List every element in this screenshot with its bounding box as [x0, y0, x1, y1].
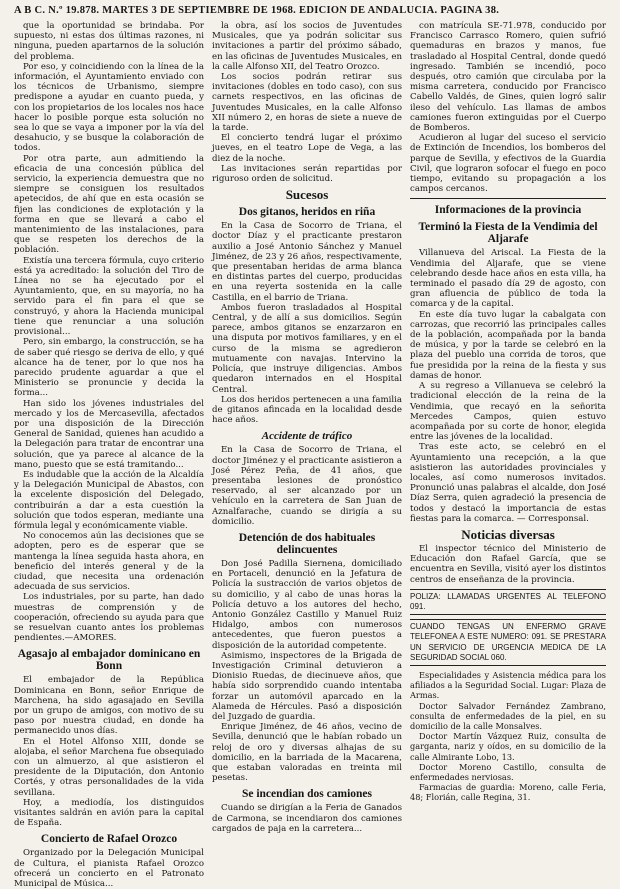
article-paragraph: Las invitaciones serán repartidas por riguroso orden de solicitud. — [212, 163, 402, 185]
headline-vendimia: Terminó la Fiesta de la Vendimia del Aljarafe — [418, 221, 598, 246]
article-paragraph: Asimismo, inspectores de la Brigada de Investigación Criminal detuvieron a Dionisio Ruedas, de diecinueve años, que había sido sorprendido cuando intentaba forzar un automóvil aparcado en la Alameda de Hércules. Pasó a disposición del Juzgado de guardia. — [212, 650, 402, 722]
article-paragraph: El embajador de la República Dominicana en Bonn, señor Enrique de Marchena, ha sido agasajado en Sevilla por un grupo de amigos, con motivo de su paso por nuestra ciudad, en donde ha permanecido unos días. — [14, 675, 204, 737]
notice-box — [410, 589, 606, 615]
headline-gitanos: Dos gitanos, heridos en riña — [238, 206, 376, 219]
article-paragraph: Tras este acto, se celebró en el Ayuntamiento una recepción, a la que asistieron las autoridades provinciales y locales, así como numerosos invitados. Pronunció unas palabras el alcalde, don José Díaz Serra, quien agradeció la presencia de todos y destacó la importancia de estas fiestas para la comarca. — Corresponsal. — [410, 442, 606, 524]
article-paragraph: Han sido los jóvenes industriales del mercado y los de Mercasevilla, afectados por una disposición de la Dirección General de Sanidad, quienes han acudido a la Delegación para tratar de encontrar una solución, que ya parece al alcance de la mano, puesto que se está tramitando... — [14, 398, 204, 470]
article-paragraph: Cuando se dirigían a la Feria de Ganados de Carmona, se incendiaron dos camiones cargados de paja en la carretera... — [212, 803, 402, 834]
article-paragraph: Pero, sin embargo, la construcción, se ha de saber qué riesgo se deriva de ello, y qué alcance ha de tener, por lo que nos ha parecido prudente aguardar a que el Ministerio se pronuncie y decida la forma... — [14, 337, 204, 399]
column-2 — [212, 21, 402, 834]
article-paragraph: Los socios podrán retirar sus invitaciones (dobles en todo caso), con sus carnets respectivos, en las oficinas de Juventudes Musicales, en la calle Alfonso XII número 2, en horas de siete a nueve de la tarde. — [212, 72, 402, 134]
article-paragraph: El concierto tendrá lugar el próximo jueves, en el teatro Lope de Vega, a las diez de la noche. — [212, 133, 402, 164]
notice-box — [410, 619, 606, 666]
article-paragraph: que la oportunidad se brindaba. Por supuesto, ni estas dos últimas razones, ni ninguna, pueden apartarnos de la solución del problema. — [14, 21, 204, 62]
article-paragraph: No conocemos aún las decisiones que se adopten, pero es de esperar que se mantenga la línea seguida hasta ahora, en beneficio del interés general y de la ciudad, que necesita una ordenación adecuada de sus servicios. — [14, 531, 204, 593]
headline-camiones: Se incendian dos camiones — [241, 788, 373, 801]
headline-concierto: Concierto de Rafael Orozco — [40, 833, 178, 846]
article-paragraph: En este día tuvo lugar la cabalgata con carrozas, que recorrió las principales calles de la población, acompañada por la banda de música, y por la tarde se celebró en la plaza del pueblo una corrida de toros, que fue presidida por la reina de la fiesta y sus damas de honor. — [410, 309, 606, 381]
column-1 — [14, 21, 204, 889]
section-title-noticias: Noticias diversas — [461, 526, 555, 542]
article-paragraph: Doctor Salvador Fernández Zambrano, consulta de enfermedades de la piel, en su domicilio de la calle Monsalves. — [410, 700, 606, 731]
headline-detencion: Detención de dos habituales delincuentes — [238, 531, 376, 556]
article-paragraph: En la Casa de Socorro de Triana, el doctor Díaz y el practicante prestaron auxilio a José Antonio Sánchez y Manuel Jiménez, de 23 y 26 años, respectivamente, que presentaban heridas de arma blanca en distintas partes del cuerpo, producidas en una reyerta sostenida en la calle Castilla, en el barrio de Triana. — [212, 221, 402, 303]
article-paragraph: Acudieron al lugar del suceso el servicio de Extinción de Incendios, los bomberos del parque de Sevilla, y efectivos de la Guardia Civil, que lograron sofocar el fuego en poco tiempo, evitando su propagación a los campos cercanos. — [410, 133, 606, 195]
article-paragraph: Don José Padilla Siernena, domiciliado en Portaceli, denunció en la Jefatura de Policía la sustracción de varios objetos de su domicilio, y al cabo de unas horas la Policía detuvo a los autores del hecho, Antonio González Castillo y Manuel Ruiz Hidalgo, ambos con numerosos antecedentes, que fueron puestos a disposición de la autoridad competente. — [212, 558, 402, 651]
article-paragraph: El inspector técnico del Ministerio de Educación don Rafael García, que se encuentra en Sevilla, visitó ayer los distintos centros de enseñanza de la provincia. — [410, 543, 606, 585]
article-paragraph: Por eso, y coincidiendo con la línea de la información, el Ayuntamiento enviado con los técnicos de Urbanismo, siempre predispone a ayudar en cuanto pueda, y con los propietarios de los locales nos hace hacer lo posible porque esta solución no sea lo que se vaya a imponer por la vía del desahucio, y se busque la colaboración de todos. — [14, 61, 204, 154]
column-3 — [410, 21, 606, 803]
article-paragraph: Los dos heridos pertenecen a una familia de gitanos afincada en la localidad desde hace años. — [212, 394, 402, 426]
article-paragraph: Enrique Jiménez, de 46 años, vecino de Sevilla, denunció que le habían robado un reloj de oro y diversas alhajas de su domicilio, en la barriada de la Macarena, que estaban valoradas en treinta mil pesetas. — [212, 722, 402, 784]
article-paragraph: Especialidades y Asistencia médica para los afiliados a la Seguridad Social. Lugar: Plaza de Armas. — [410, 669, 606, 701]
article-paragraph: Organizado por la Delegación Municipal de Cultura, el pianista Rafael Orozco ofrecerá un concierto en el Patronato Municipal de Música... — [14, 848, 204, 889]
notice-poliza: POLIZA: LLAMADAS URGENTES AL TELEFONO 091. — [410, 591, 606, 611]
article-paragraph: En la Casa de Socorro de Triana, el doctor Jiménez y el practicante asistieron a José Pérez Peña, de 41 años, que presentaba lesiones de pronóstico reservado, al ser alcanzado por un vehículo en la carretera de San Juan de Aznalfarache, cuando se dirigía a su domicilio. — [212, 445, 402, 527]
divider — [410, 198, 606, 199]
article-paragraph: Doctor Moreno Castillo, consulta de enfermedades nerviosas. — [410, 761, 606, 782]
article-paragraph: Hoy, a mediodía, los distinguidos visitantes saldrán en avión para la capital de España. — [14, 797, 204, 829]
article-paragraph: Villanueva del Ariscal. La Fiesta de la Vendimia del Aljarafe, que se viene celebrando desde hace años en esta villa, ha terminado el pasado día 29 de agosto, con gran afluencia de público de toda la comarca y de la capital. — [410, 248, 606, 310]
page-header: A B C. N.º 19.878. MARTES 3 DE SEPTIEMBRE DE 1968. EDICION DE ANDALUCIA. PAGINA 38. — [14, 5, 500, 16]
notice-urgencia: CUANDO TENGAS UN ENFERMO GRAVE TELEFONEA A ESTE NUMERO: 091. SE PRESTARA UN SERVICIO DE URGENCIA MEDICA DE LA SEGURIDAD SOCIAL 060. — [410, 622, 606, 662]
article-paragraph: A su regreso a Villanueva se celebró la tradicional elección de la reina de la Vendimia, que recayó en la señorita Mercedes Campos, quien estuvo acompañada por su corte de honor, elegida entre las jóvenes de la localidad. — [410, 381, 606, 443]
article-paragraph: Los industriales, por su parte, han dado muestras de comprensión y de cooperación, ofreciendo su ayuda para que se resuelvan cuanto antes los problemas pendientes.—AMORES. — [14, 592, 204, 644]
article-paragraph: Ambos fueron trasladados al Hospital Central, y de allí a sus domicilios. Según parece, ambos gitanos se enzarzaron en una disputa por motivos familiares, y en el curso de la misma se agredieron mutuamente con navajas. Intervino la Policía, que instruye diligencias. Ambos quedaron internados en el Hospital Central. — [212, 302, 402, 395]
headline-accidente: Accidente de tráfico — [261, 430, 353, 443]
article-paragraph: Por otra parte, aun admitiendo la eficacia de una concesión pública del servicio, la experiencia demuestra que no siempre se consiguen los resultados apetecidos, de ahí que en esta ocasión se fijen las condiciones de explotación y la forma en que se llevará a cabo el mantenimiento de las instalaciones, para que se respeten los derechos de la población. — [14, 153, 204, 256]
article-paragraph: Existía una tercera fórmula, cuyo criterio está ya acreditado: la solución del Tiro de Línea no se ha ejecutado por el Ayuntamiento, que, en su mayoría, no ha servido para el fin para el que se construyó, y ahora la Hacienda municipal tiene que renunciar a una solución provisional... — [14, 255, 204, 338]
article-paragraph: con matrícula SE-71.978, conducido por Francisco Carrasco Romero, quien sufrió quemaduras en brazos y manos, fue trasladado al Hospital Central, donde quedó ingresado. También se incendió, poco después, otro camión que circulaba por la misma carretera, conducido por Francisco Cabello Valdés, de Gines, quien logró salir ileso del vehículo. Las llamas de ambos camiones fueron extinguidas por el Cuerpo de Bomberos. — [410, 21, 606, 134]
article-paragraph: Farmacias de guardia: Moreno, calle Feria, 48; Florián, calle Regina, 31. — [410, 782, 606, 803]
article-paragraph: Es indudable que la acción de la Alcaldía y la Delegación Municipal de Abastos, con la excelente disposición del Delegado, contribuirán a dar a esta cuestión la solución que todos esperan, mediante una fórmula legal y económicamente viable. — [14, 469, 204, 531]
article-paragraph: En el Hotel Alfonso XIII, donde se alojaba, el señor Marchena fue obsequiado con un almuerzo, al que asistieron el presidente de la Diputación, don Antonio Cortés, y otras personalidades de la vida sevillana. — [14, 736, 204, 798]
article-paragraph: Doctor Martín Vázquez Ruiz, consulta de garganta, nariz y oídos, en su domicilio de la calle Almirante Lobo, 13. — [410, 731, 606, 762]
headline-agasajo: Agasajo al embajador dominicano en Bonn — [17, 648, 201, 673]
article-paragraph: la obra, así los socios de Juventudes Musicales, que ya podrán solicitar sus invitaciones a partir del próximo sábado, en las oficinas de Juventudes Musicales, en la calle Alfonso XII, del Teatro Orozco. — [212, 21, 402, 72]
section-title-provincia: Informaciones de la provincia — [434, 204, 582, 217]
section-title-sucesos: Sucesos — [285, 187, 329, 203]
